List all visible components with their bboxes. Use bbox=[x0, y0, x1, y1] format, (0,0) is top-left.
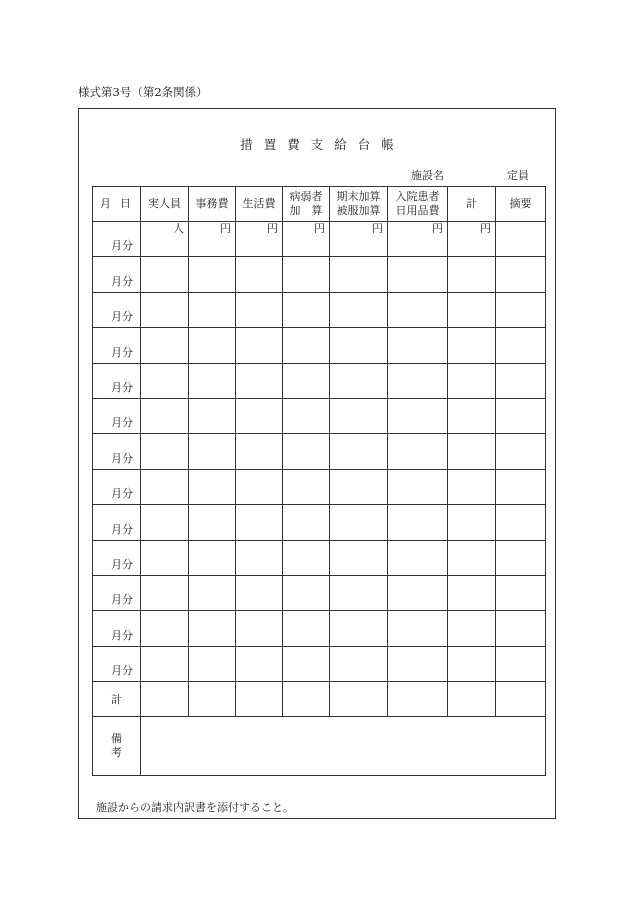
table-cell bbox=[141, 398, 189, 433]
month-row-label: 月分 bbox=[93, 575, 141, 610]
table-cell bbox=[388, 398, 448, 433]
table-cell bbox=[496, 611, 546, 646]
table-cell bbox=[283, 575, 330, 610]
table-cell bbox=[189, 363, 236, 398]
table-cell bbox=[496, 540, 546, 575]
month-row-label: 月分 bbox=[93, 222, 141, 257]
table-cell bbox=[236, 257, 283, 292]
table-cell bbox=[236, 611, 283, 646]
header-total: 計 bbox=[448, 187, 496, 222]
table-cell bbox=[236, 469, 283, 504]
table-cell bbox=[283, 505, 330, 540]
table-cell bbox=[236, 363, 283, 398]
table-cell bbox=[388, 434, 448, 469]
header-summary: 摘要 bbox=[496, 187, 546, 222]
table-cell bbox=[189, 505, 236, 540]
remarks-label: 備 考 bbox=[93, 717, 141, 776]
table-cell bbox=[496, 646, 546, 681]
month-row bbox=[93, 257, 546, 292]
header-living-expenses: 生活費 bbox=[236, 187, 283, 222]
table-cell bbox=[496, 398, 546, 433]
month-row bbox=[93, 575, 546, 610]
table-cell bbox=[236, 328, 283, 363]
table-cell bbox=[141, 328, 189, 363]
month-row-label: 月分 bbox=[93, 434, 141, 469]
table-cell bbox=[330, 646, 388, 681]
total-row bbox=[93, 682, 546, 717]
table-cell bbox=[448, 505, 496, 540]
unit-label: 円 bbox=[283, 222, 330, 257]
form-number: 様式第3号（第2条関係） bbox=[78, 85, 208, 99]
table-cell bbox=[189, 540, 236, 575]
unit-label: 円 bbox=[189, 222, 236, 257]
table-cell bbox=[283, 646, 330, 681]
table-cell bbox=[189, 646, 236, 681]
table-cell bbox=[330, 363, 388, 398]
table-cell bbox=[496, 505, 546, 540]
month-row bbox=[93, 222, 546, 257]
table-cell bbox=[388, 328, 448, 363]
table-cell bbox=[448, 540, 496, 575]
table-cell bbox=[330, 611, 388, 646]
header-sick-weak-addition: 病弱者 加 算 bbox=[283, 187, 330, 222]
ledger-form-frame bbox=[78, 108, 556, 819]
table-cell bbox=[448, 363, 496, 398]
unit-label: 円 bbox=[330, 222, 388, 257]
table-cell bbox=[330, 434, 388, 469]
table-cell bbox=[330, 398, 388, 433]
table-cell bbox=[388, 469, 448, 504]
header-actual-persons: 実人員 bbox=[141, 187, 189, 222]
month-row bbox=[93, 398, 546, 433]
table-cell bbox=[448, 292, 496, 327]
table-cell bbox=[141, 469, 189, 504]
table-cell bbox=[141, 575, 189, 610]
table-cell bbox=[141, 540, 189, 575]
table-cell bbox=[283, 469, 330, 504]
table-cell bbox=[448, 575, 496, 610]
table-cell bbox=[141, 434, 189, 469]
table-cell bbox=[236, 398, 283, 433]
table-cell bbox=[283, 398, 330, 433]
table-cell bbox=[189, 292, 236, 327]
table-cell bbox=[283, 292, 330, 327]
table-cell bbox=[189, 469, 236, 504]
table-cell bbox=[448, 682, 496, 717]
month-row-label: 月分 bbox=[93, 505, 141, 540]
table-cell bbox=[283, 611, 330, 646]
ledger-table bbox=[92, 186, 546, 776]
month-row-label: 月分 bbox=[93, 292, 141, 327]
table-cell bbox=[189, 434, 236, 469]
table-cell bbox=[388, 682, 448, 717]
table-cell bbox=[448, 469, 496, 504]
month-row-label: 月分 bbox=[93, 363, 141, 398]
table-cell bbox=[388, 292, 448, 327]
table-cell bbox=[236, 505, 283, 540]
remarks-row bbox=[93, 717, 546, 776]
table-cell bbox=[189, 257, 236, 292]
table-cell bbox=[496, 222, 546, 257]
header-row bbox=[93, 187, 546, 222]
table-cell bbox=[388, 611, 448, 646]
month-row bbox=[93, 611, 546, 646]
unit-label: 円 bbox=[388, 222, 448, 257]
table-cell bbox=[236, 434, 283, 469]
month-row bbox=[93, 505, 546, 540]
table-cell bbox=[330, 328, 388, 363]
month-row bbox=[93, 328, 546, 363]
table-cell bbox=[283, 540, 330, 575]
table-cell bbox=[330, 540, 388, 575]
table-cell bbox=[496, 257, 546, 292]
remarks-field bbox=[141, 717, 546, 776]
table-cell bbox=[141, 611, 189, 646]
table-cell bbox=[189, 611, 236, 646]
table-cell bbox=[388, 363, 448, 398]
table-cell bbox=[448, 611, 496, 646]
table-cell bbox=[141, 682, 189, 717]
unit-label: 人 bbox=[141, 222, 189, 257]
table-cell bbox=[236, 292, 283, 327]
table-cell bbox=[330, 682, 388, 717]
table-cell bbox=[236, 540, 283, 575]
table-cell bbox=[496, 292, 546, 327]
unit-label: 円 bbox=[236, 222, 283, 257]
total-row-label: 計 bbox=[93, 682, 141, 717]
table-cell bbox=[283, 363, 330, 398]
footer-note: 施設からの請求内訳書を添付すること。 bbox=[96, 801, 294, 814]
table-cell bbox=[189, 398, 236, 433]
table-cell bbox=[141, 257, 189, 292]
facility-name-label: 施設名 bbox=[411, 169, 444, 182]
table-cell bbox=[189, 575, 236, 610]
table-cell bbox=[236, 682, 283, 717]
table-cell bbox=[448, 434, 496, 469]
table-cell bbox=[330, 575, 388, 610]
table-cell bbox=[388, 646, 448, 681]
month-row bbox=[93, 434, 546, 469]
header-term-end-addition: 期末加算 被服加算 bbox=[330, 187, 388, 222]
month-row-label: 月分 bbox=[93, 398, 141, 433]
table-cell bbox=[141, 363, 189, 398]
capacity-label: 定員 bbox=[507, 169, 529, 182]
table-cell bbox=[236, 575, 283, 610]
table-cell bbox=[283, 328, 330, 363]
table-cell bbox=[330, 469, 388, 504]
table-cell bbox=[496, 328, 546, 363]
table-cell bbox=[283, 257, 330, 292]
month-row-label: 月分 bbox=[93, 469, 141, 504]
table-cell bbox=[189, 682, 236, 717]
table-cell bbox=[330, 505, 388, 540]
month-row bbox=[93, 363, 546, 398]
table-cell bbox=[388, 505, 448, 540]
table-cell bbox=[448, 398, 496, 433]
month-row-label: 月分 bbox=[93, 328, 141, 363]
header-office-expenses: 事務費 bbox=[189, 187, 236, 222]
table-cell bbox=[496, 469, 546, 504]
table-cell bbox=[141, 292, 189, 327]
month-row-label: 月分 bbox=[93, 646, 141, 681]
header-hospital-daily-goods: 入院患者 日用品費 bbox=[388, 187, 448, 222]
unit-label: 円 bbox=[448, 222, 496, 257]
month-row bbox=[93, 469, 546, 504]
table-cell bbox=[388, 575, 448, 610]
table-cell bbox=[496, 682, 546, 717]
month-row bbox=[93, 292, 546, 327]
table-cell bbox=[388, 540, 448, 575]
table-cell bbox=[496, 575, 546, 610]
header-month-day: 月 日 bbox=[93, 187, 141, 222]
table-cell bbox=[141, 505, 189, 540]
table-cell bbox=[496, 434, 546, 469]
table-cell bbox=[141, 646, 189, 681]
table-cell bbox=[388, 257, 448, 292]
table-cell bbox=[448, 328, 496, 363]
table-cell bbox=[283, 682, 330, 717]
month-row bbox=[93, 540, 546, 575]
table-cell bbox=[189, 328, 236, 363]
month-row-label: 月分 bbox=[93, 257, 141, 292]
ledger-title: 措置費支給台帳 bbox=[240, 137, 405, 152]
table-cell bbox=[283, 434, 330, 469]
month-row bbox=[93, 646, 546, 681]
month-row-label: 月分 bbox=[93, 540, 141, 575]
month-row-label: 月分 bbox=[93, 611, 141, 646]
table-cell bbox=[330, 292, 388, 327]
table-cell bbox=[330, 257, 388, 292]
table-cell bbox=[448, 257, 496, 292]
table-cell bbox=[496, 363, 546, 398]
table-cell bbox=[236, 646, 283, 681]
table-cell bbox=[448, 646, 496, 681]
